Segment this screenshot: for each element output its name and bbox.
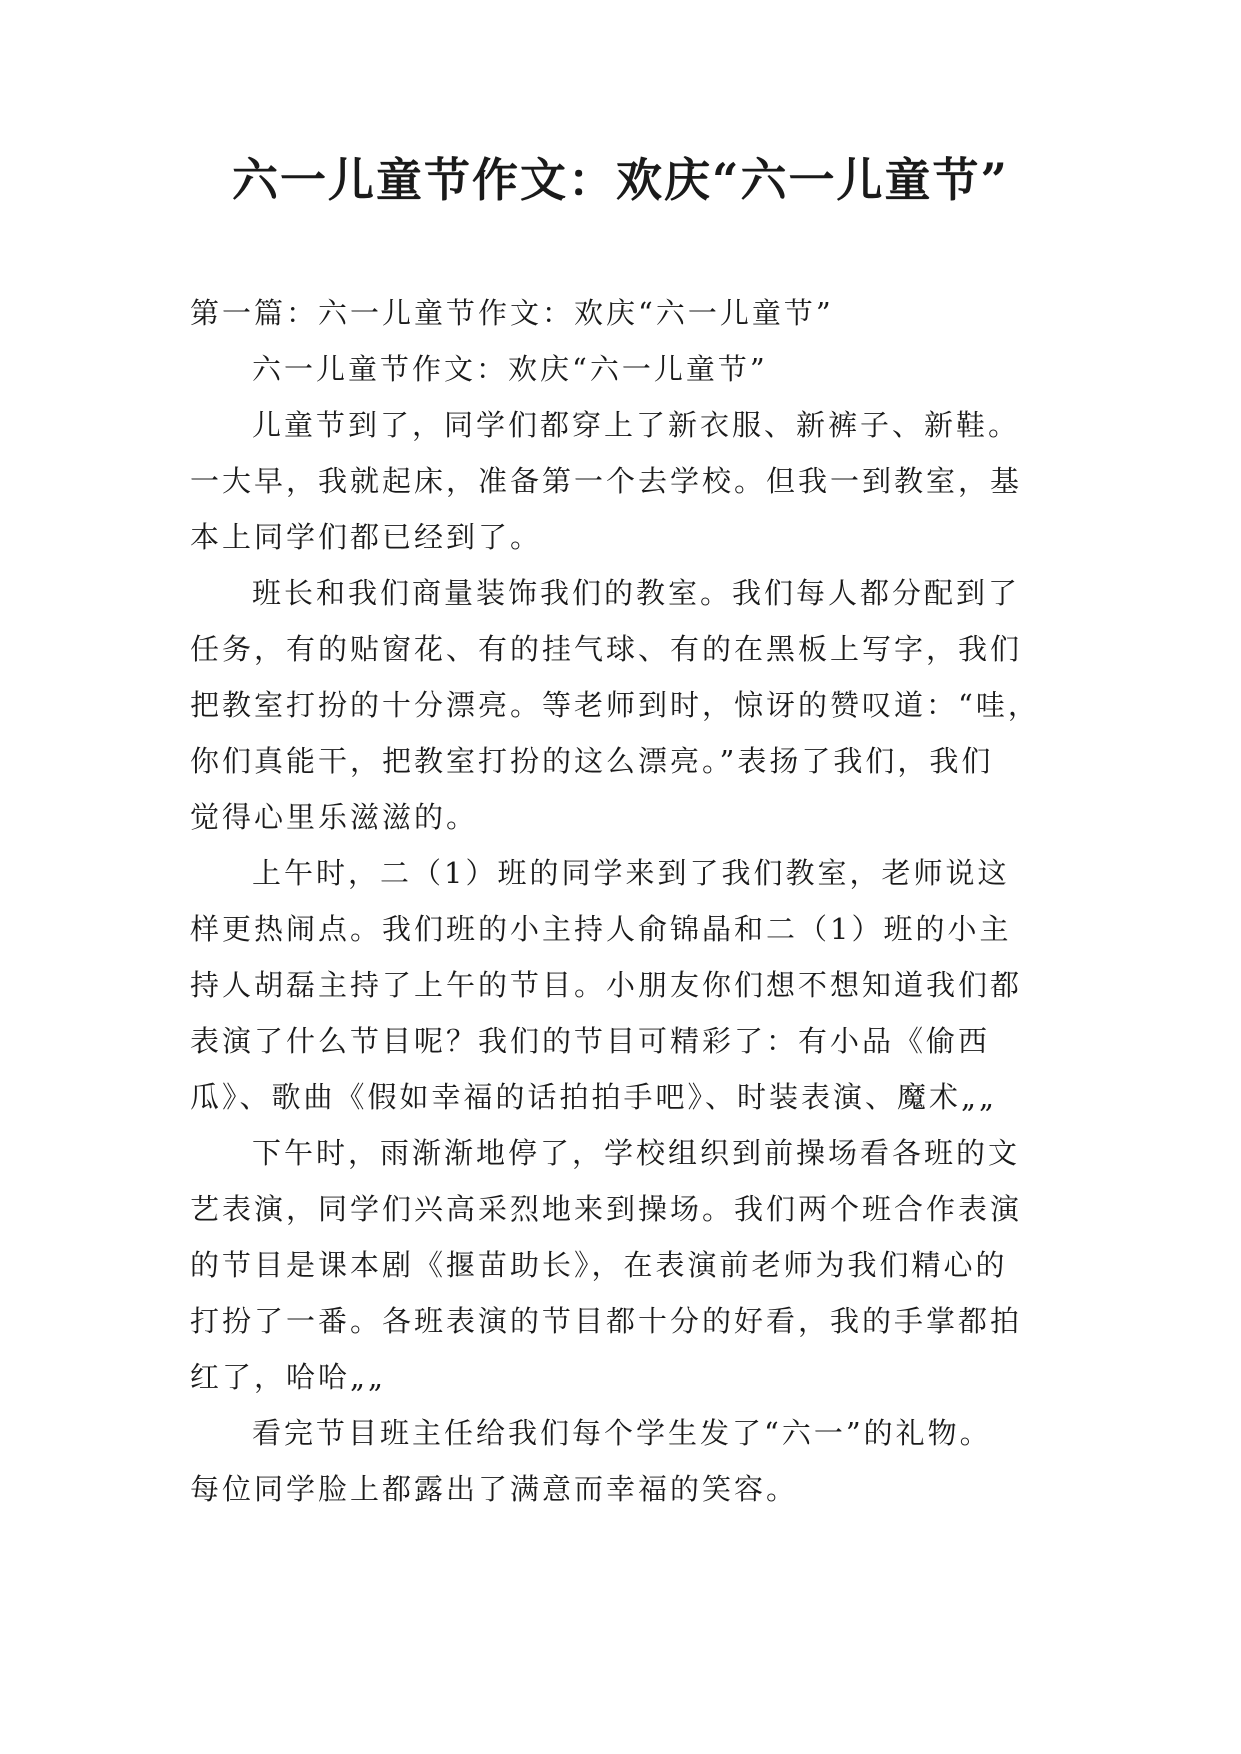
text-line: 的节目是课本剧《揠苗助长》，在表演前老师为我们精心的 [190,1248,1008,1282]
text-line: 看完节目班主任给我们每个学生发了“六一”的礼物。 [252,1416,992,1450]
text-line: 本上同学们都已经到了。 [190,520,543,554]
text-line: 第一篇：六一儿童节作文：欢庆“六一儿童节” [190,296,834,330]
text-line: 班长和我们商量装饰我们的教室。我们每人都分配到了 [252,576,1021,610]
text-line: 觉得心里乐滋滋的。 [190,800,479,834]
text-line: 一大早，我就起床，准备第一个去学校。但我一到教室，基 [190,464,1023,498]
text-line: 红了，哈哈„„ [190,1360,387,1394]
text-line: 艺表演，同学们兴高采烈地来到操场。我们两个班合作表演 [190,1192,1023,1226]
text-line: 样更热闹点。我们班的小主持人俞锦晶和二（1）班的小主 [190,912,1012,946]
text-line: 儿童节到了，同学们都穿上了新衣服、新裤子、新鞋。 [252,408,1021,442]
text-line: 持人胡磊主持了上午的节目。小朋友你们想不想知道我们都 [190,968,1023,1002]
document-title: 六一儿童节作文：欢庆“六一儿童节” [232,153,1009,207]
text-line: 打扮了一番。各班表演的节目都十分的好看，我的手掌都拍 [190,1304,1023,1338]
text-line: 你们真能干，把教室打扮的这么漂亮。”表扬了我们，我们 [190,744,994,778]
text-line: 表演了什么节目呢？我们的节目可精彩了：有小品《偷西 [190,1024,991,1058]
text-line: 下午时，雨渐渐地停了，学校组织到前操场看各班的文 [252,1136,1021,1170]
text-line: 任务，有的贴窗花、有的挂气球、有的在黑板上写字，我们 [190,632,1023,666]
text-line: 瓜》、歌曲《假如幸福的话拍拍手吧》、时装表演、魔术„„ [190,1080,998,1114]
document-body [190,285,1070,1517]
text-line: 上午时，二（1）班的同学来到了我们教室，老师说这 [252,856,1010,890]
text-line: 每位同学脸上都露出了满意而幸福的笑容。 [190,1472,799,1506]
text-line: 把教室打扮的十分漂亮。等老师到时，惊讶的赞叹道：“哇， [190,688,1040,722]
text-line: 六一儿童节作文：欢庆“六一儿童节” [252,352,768,386]
